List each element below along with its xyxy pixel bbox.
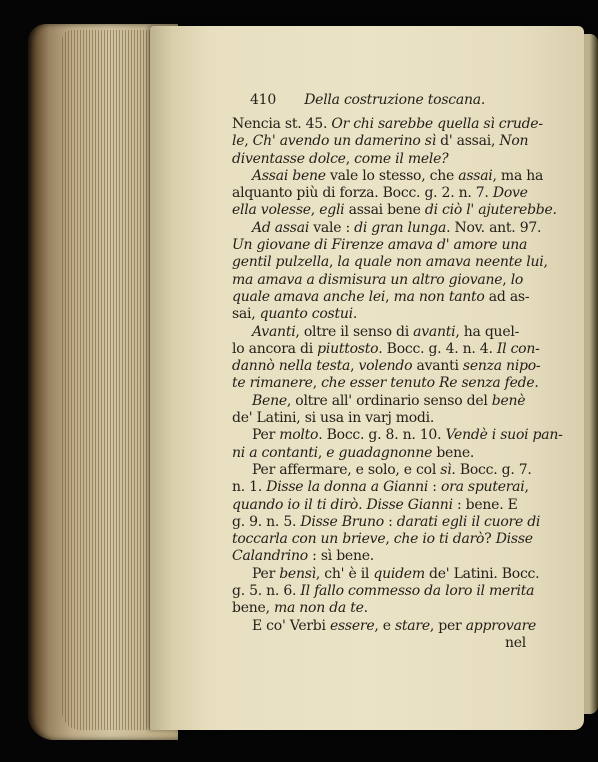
- roman-text: vale :: [309, 219, 355, 236]
- page-text: [232, 86, 563, 652]
- text-line: [232, 340, 540, 358]
- text-line: [232, 548, 530, 565]
- roman-text: vale lo stesso, che: [325, 167, 459, 184]
- italic-text: quanto costui: [259, 306, 353, 323]
- text-line: [232, 583, 535, 600]
- roman-text: . Bocc. g. 8. n. 10.: [318, 427, 446, 444]
- italic-text: darati egli il cuore di: [396, 513, 541, 530]
- italic-text: Avanti: [252, 323, 296, 340]
- text-line: [232, 151, 530, 168]
- roman-text: ,: [502, 271, 511, 288]
- italic-text: e guadagnonne: [326, 444, 433, 461]
- italic-text: Assai bene: [252, 167, 326, 184]
- roman-text: ,: [543, 254, 548, 271]
- roman-text: , e: [374, 617, 395, 634]
- italic-text: Or chi sarebbe quella sì crude-: [331, 116, 543, 132]
- text-line: [232, 219, 542, 237]
- roman-text: de' Latini, si usa in varj modi.: [232, 410, 435, 427]
- italic-text: Non: [499, 133, 529, 150]
- roman-text: , ma ha: [492, 167, 544, 184]
- italic-text: diventasse dolce: [232, 150, 346, 167]
- text-line: [232, 272, 530, 289]
- text-line: [232, 306, 530, 323]
- roman-text: ,: [244, 133, 253, 150]
- text-line: [232, 427, 563, 444]
- text-line: [232, 116, 543, 133]
- italic-text: di ciò l' ajuterebbe.: [424, 202, 557, 219]
- text-line: [232, 254, 548, 271]
- italic-text: quale amava anche lei: [232, 288, 386, 305]
- roman-text: sai: [232, 306, 252, 323]
- italic-text: te rimanere: [232, 375, 313, 392]
- roman-text: ,: [310, 202, 320, 219]
- italic-text: Disse Gianni: [366, 496, 453, 513]
- italic-text: Calandrino: [232, 548, 308, 565]
- italic-text: senza nipo-: [462, 358, 541, 375]
- italic-text: sì: [440, 461, 452, 478]
- roman-text: : bene. E: [452, 496, 518, 513]
- roman-text: ad as-: [484, 288, 530, 305]
- italic-text: avanti: [413, 323, 456, 340]
- italic-text: Vendè i suoi pan-: [445, 427, 563, 444]
- italic-text: Un giovane di Firenze amava d' amore una: [232, 237, 528, 254]
- italic-text: Il con-: [496, 340, 540, 357]
- italic-text: Il fallo commesso da loro il merita: [300, 583, 535, 600]
- roman-text: .: [358, 496, 367, 513]
- roman-text: ,: [251, 306, 260, 323]
- italic-text: benè: [491, 392, 526, 409]
- italic-text: ora sputerai: [440, 479, 525, 496]
- roman-text: ,: [312, 375, 322, 392]
- italic-text: che esser tenuto Re senza fede.: [321, 375, 539, 392]
- text-line: [232, 565, 540, 583]
- text-line: [232, 237, 530, 254]
- roman-text: Per: [252, 427, 280, 444]
- roman-text: ?: [484, 531, 496, 548]
- text-line: [232, 133, 530, 150]
- italic-text: stare: [395, 617, 430, 634]
- roman-text: . Bocc. g. 7.: [451, 461, 532, 478]
- roman-text: ,: [345, 150, 355, 167]
- text-line: [232, 358, 541, 375]
- roman-text: :: [383, 513, 397, 530]
- italic-text: essere: [329, 617, 375, 634]
- roman-text: , ha quel-: [455, 323, 520, 340]
- roman-text: avanti: [412, 358, 463, 375]
- text-line: [232, 167, 544, 185]
- italic-text: egli: [319, 202, 345, 219]
- italic-text: piuttosto: [317, 340, 379, 357]
- text-line: [232, 479, 530, 496]
- italic-text: le: [232, 133, 245, 150]
- roman-text: : sì bene.: [307, 548, 374, 565]
- text-line: [232, 324, 530, 341]
- catchword-line: [232, 635, 530, 652]
- italic-text: assai: [458, 167, 493, 184]
- italic-text: gentil pulzella: [232, 254, 329, 271]
- roman-text: alquanto più di forza. Bocc. g. 2. n. 7.: [232, 185, 493, 202]
- text-line: [232, 375, 539, 392]
- roman-text: .: [352, 306, 358, 323]
- roman-text: ,: [328, 254, 338, 271]
- text-line: [232, 410, 530, 427]
- text-line: [232, 617, 537, 635]
- roman-text: Per affermare, e solo, e col: [252, 461, 441, 478]
- text-line: [232, 462, 530, 479]
- text-line: [232, 531, 533, 548]
- catchword: nel: [504, 634, 526, 651]
- italic-text: come il mele?: [354, 150, 449, 167]
- roman-text: assai bene: [344, 202, 425, 219]
- running-head-title: Della costruzione toscana.: [304, 92, 486, 108]
- italic-text: Ad assai: [252, 219, 310, 236]
- roman-text: :: [428, 479, 441, 496]
- page-number: 410: [250, 92, 276, 108]
- running-header: [232, 86, 530, 114]
- roman-text: de' Latini. Bocc.: [424, 565, 540, 582]
- roman-text: .: [363, 600, 368, 617]
- italic-text: Disse la donna a Gianni: [266, 479, 429, 496]
- italic-text: toccarla con un brieve: [232, 531, 386, 548]
- roman-text: . Bocc. g. 4. n. 4.: [378, 340, 497, 357]
- text-line: [232, 393, 530, 410]
- roman-text: E co' Verbi: [252, 617, 330, 634]
- roman-text: n. 1.: [232, 479, 267, 496]
- italic-text: Bene: [252, 392, 287, 409]
- text-line: [232, 202, 557, 219]
- text-line: [232, 185, 530, 202]
- italic-text: molto: [279, 427, 319, 444]
- text-line: [232, 445, 530, 462]
- italic-text: ma non tanto: [393, 288, 485, 305]
- italic-text: quidem: [373, 565, 425, 582]
- text-line: [232, 289, 530, 306]
- italic-text: che io ti darò: [393, 531, 485, 548]
- roman-text: d' assai: [435, 133, 491, 150]
- roman-text: bene.: [432, 444, 475, 461]
- text-line: [232, 497, 530, 514]
- roman-text: . Nov. ant. 97.: [446, 219, 542, 236]
- roman-text: , oltre il senso di: [295, 323, 414, 340]
- body-lines: [232, 116, 563, 635]
- italic-text: Disse Bruno: [300, 513, 384, 530]
- text-line: [232, 600, 530, 617]
- roman-text: Per: [252, 565, 280, 582]
- roman-text: ,: [385, 288, 394, 305]
- italic-text: di gran lunga: [354, 219, 447, 236]
- italic-text: ni a contanti: [232, 444, 318, 461]
- italic-text: Dove: [492, 185, 528, 202]
- roman-text: g. 9. n. 5.: [232, 513, 301, 530]
- italic-text: volendo: [358, 358, 413, 375]
- italic-text: la quale non amava neente lui: [337, 254, 544, 271]
- roman-text: lo ancora di: [232, 340, 318, 357]
- roman-text: Nencia st. 45.: [232, 116, 332, 132]
- roman-text: ,: [317, 444, 327, 461]
- italic-text: quando io il ti dirò: [232, 496, 359, 513]
- roman-text: , ch' è il: [315, 565, 374, 582]
- roman-text: , oltre all' ordinario senso del: [286, 392, 492, 409]
- roman-text: ,: [350, 358, 359, 375]
- roman-text: ,: [524, 479, 529, 496]
- roman-text: ,: [385, 531, 394, 548]
- roman-text: ,: [265, 600, 274, 617]
- roman-text: , per: [429, 617, 466, 634]
- italic-text: dannò nella testa: [232, 358, 351, 375]
- italic-text: Disse: [495, 531, 533, 548]
- italic-text: bensì: [279, 565, 316, 582]
- italic-text: Ch' avendo un damerino sì: [252, 133, 436, 150]
- italic-text: ella volesse: [232, 202, 311, 219]
- italic-text: approvare: [465, 617, 537, 634]
- italic-text: ma non da te: [273, 600, 364, 617]
- roman-text: bene: [232, 600, 266, 617]
- italic-text: ma amava a dismisura un altro giovane: [232, 271, 503, 288]
- text-line: [232, 513, 541, 531]
- roman-text: ,: [490, 133, 500, 150]
- roman-text: g. 5. n. 6.: [232, 583, 301, 600]
- italic-text: lo: [510, 271, 524, 288]
